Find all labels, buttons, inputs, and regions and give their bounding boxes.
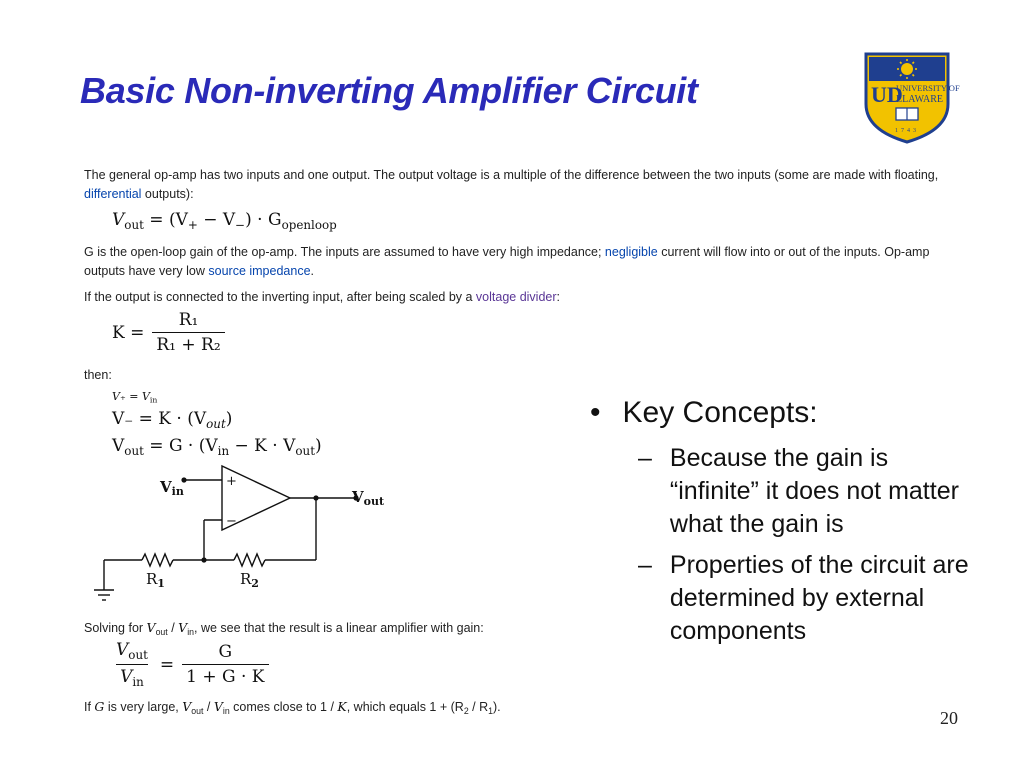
sub-bullet (638, 549, 980, 648)
vout-label: $V_{out}$ (352, 488, 385, 508)
key-concepts (590, 396, 980, 648)
equation-output-voltage: $V_{out} = (V_+ - V_-) \cdot G_{openloop}$ (112, 210, 337, 233)
sub-bullet-marker: – (638, 551, 652, 579)
university-logo (862, 52, 960, 144)
logo-line1: UNIVERSITY OF (896, 83, 960, 93)
text-then: then: (84, 368, 112, 382)
link-differential[interactable]: differential (84, 187, 142, 201)
equation-vout: $V_{out} = G \cdot (V_{in} - K \cdot V_{out})$ (112, 435, 322, 458)
feedback-node (201, 557, 206, 562)
sub-bullet-text: Properties of the circuit are determined by external components (669, 551, 969, 645)
r2-label: $R_2$ (240, 570, 259, 590)
equation-vplus: $V_+ = V_{in}$ (112, 390, 158, 405)
sub-bullet (638, 442, 980, 541)
plus-sign: + (226, 474, 237, 489)
logo-line2: ELAWARE (896, 94, 943, 105)
intro-text: The general op-amp has two inputs and one output. The output voltage is a multiple of the difference between the two inputs (some are made with floating, (84, 168, 939, 182)
equation-vminus: $V_- = K \cdot (V_{out})$ (112, 408, 233, 431)
paragraph-open-loop-gain: G is the open-loop gain of the op-amp. The inputs are assumed to have very high impedance; negligible current will flow into or out of the inputs. Op-amp outputs have very low source impedance. (84, 245, 930, 278)
page-number: 20 (940, 708, 958, 728)
r1-label: $R_1$ (146, 570, 165, 590)
equation-k: K = $\frac{\text{R₁}}{\text{R₁ + R₂}}$ (112, 310, 225, 355)
fraction-k: $\frac{\text{R₁}}{\text{R₁ + R₂}}$ (152, 310, 224, 355)
equation-system (112, 390, 322, 462)
paragraph-intro (84, 166, 964, 204)
link-negligible[interactable]: negligible (604, 245, 658, 259)
paragraph-large-gain: If G is very large, $V_{out} / V_{in}$ comes close to 1 / K, which equals $1 + (R_2 / R_1)$. (84, 699, 501, 717)
circuit-diagram (94, 460, 404, 610)
sub-bullet-marker: – (638, 444, 652, 472)
minus-sign: − (226, 514, 237, 529)
link-voltage-divider[interactable]: voltage divider (475, 290, 557, 304)
fraction-vout-vin: $\frac{V_{out}}{V_{in}}$ (116, 640, 148, 690)
bullet-main-text: Key Concepts: (622, 396, 818, 429)
resistor-r1 (142, 554, 173, 566)
paragraph-voltage-divider: If the output is connected to the inverting input, after being scaled by a voltage divider: (84, 290, 561, 304)
paragraph-solving: Solving for $V_{out} / V_{in}$, we see that the result is a linear amplifier with gain: (84, 620, 484, 638)
link-source-impedance[interactable]: source impedance (208, 264, 311, 278)
vin-node (181, 477, 186, 482)
logo-initials: UD (871, 82, 903, 107)
logo-year: 1743 (895, 128, 919, 134)
bullet-marker: • (590, 396, 601, 429)
vin-label: $V_{in}$ (160, 478, 184, 498)
equation-gain: $\frac{V_{out}}{V_{in}}$ = $\frac{G}{1 + G \cdot K}$ (112, 640, 269, 689)
bullet-main (590, 396, 980, 430)
fraction-gain: $\frac{G}{1 + G \cdot K}$ (182, 642, 268, 687)
output-node (313, 495, 318, 500)
slide-title: Basic Non-inverting Amplifier Circuit (80, 70, 698, 111)
intro-text-end: outputs): (141, 187, 194, 201)
sub-bullet-text: Because the gain is “infinite” it does not matter what the gain is (669, 444, 959, 538)
resistor-r2 (234, 554, 265, 566)
